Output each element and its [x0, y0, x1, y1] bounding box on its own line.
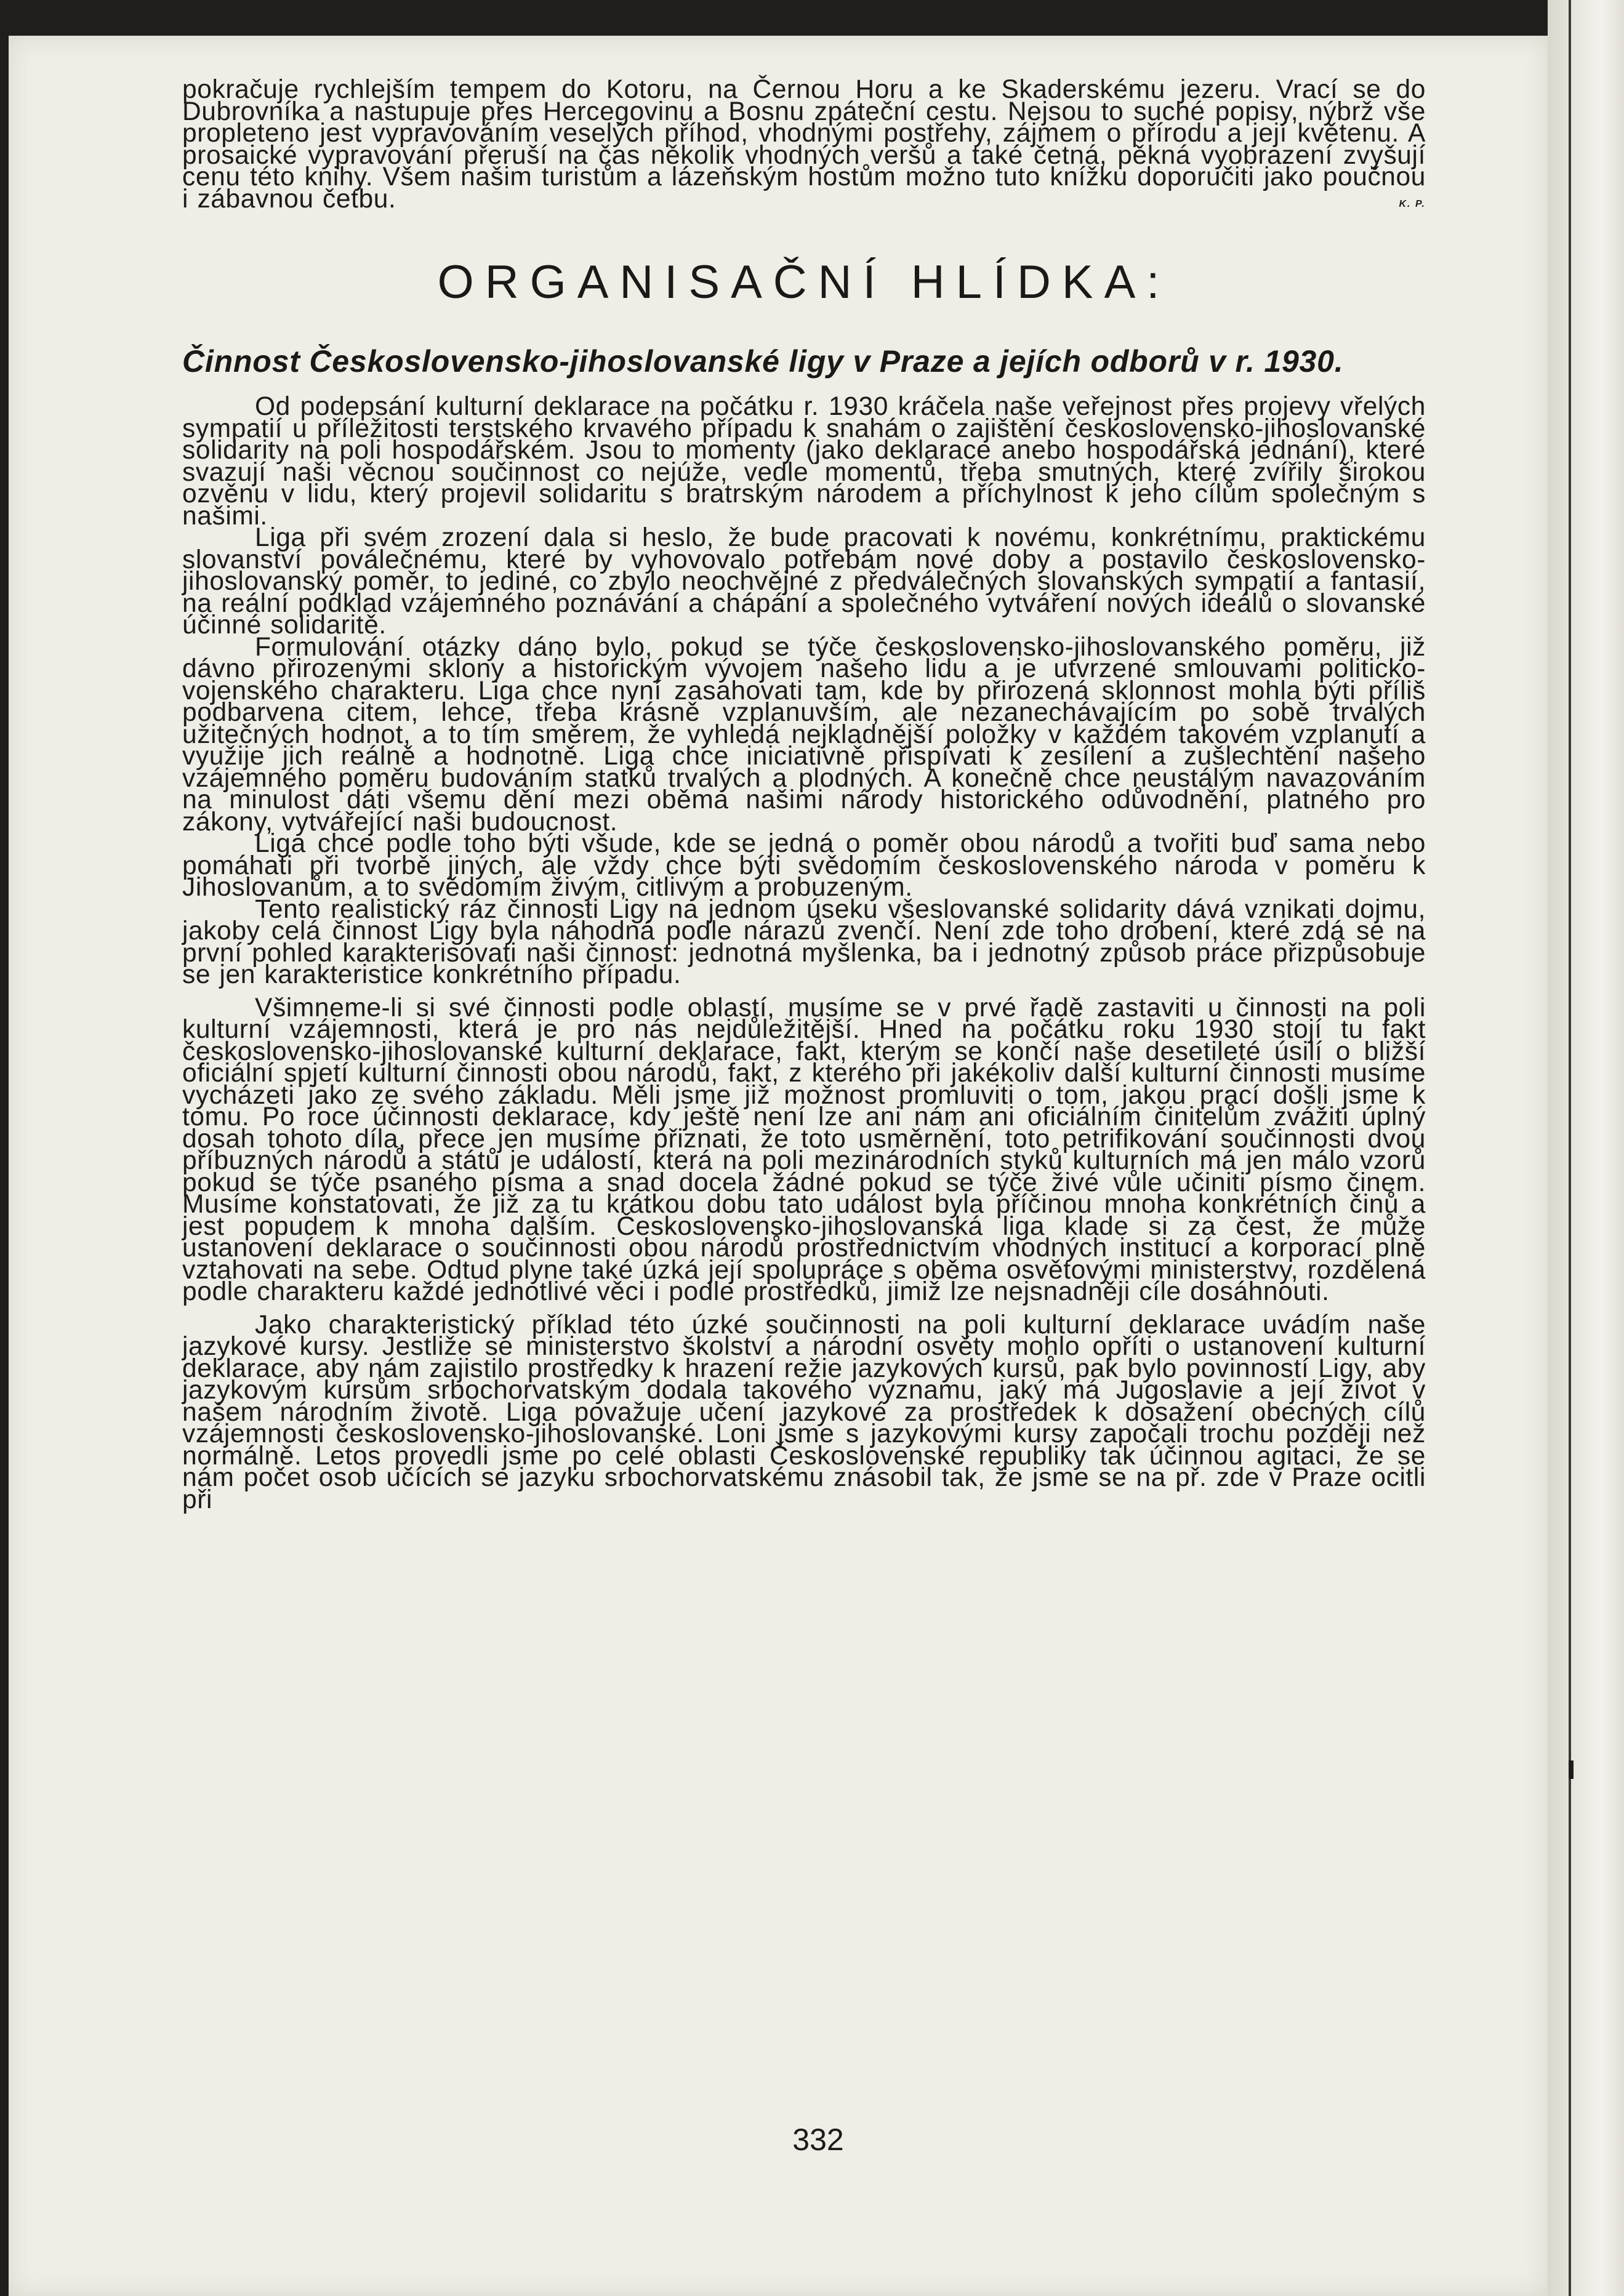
spine-edge-line — [1569, 0, 1571, 2296]
article-paragraph: Od podepsání kulturní deklarace na počátku r. 1930 kráčela naše veřejnost přes projevy vřelých sympatií u příležitosti terstského krvavého případu k snahám o zajištění československo-jihoslovanské solidarity na poli hospodářském. Jsou to momenty (jako deklarace anebo hospodářská jednání), které svazují naši věcnou součinnost co nejúže, vedle momentů, třeba smutných, které zvířily širokou ozvěnu v lidu, který projevil solidaritu s bratrským národem a příchylnost k jeho cílům společným s našimi. — [182, 392, 1426, 531]
article-paragraph: Formulování otázky dáno bylo, pokud se týče československo-jihoslovanského poměru, již dávno přirozenými sklony a historickým vývojem našeho lidu a je utvrzené smlouvami politicko-vojenského charakteru. Liga chce nyní zasahovati tam, kde by přirozená sklonnost mohla býti příliš podbarvena citem, lehce, třeba krásně vzplanuvším, ale nezanechávajícím po sobě trvalých užitečných hodnot, a to tím směrem, že vyhledá nejkladnější položky v každém takovém vzplanutí a využije jich reálně a hodnotně. Liga chce iniciativně přispívati k zesílení a zušlechtění našeho vzájemného poměru budováním statků trvalých a plodných. A konečně chce neustálým navazováním na minulost dáti všemu dění mezi oběma našimi národy historického odůvodnění, platného pro zákony, vytvářející naši budoucnost. — [182, 632, 1426, 837]
page-content — [182, 75, 1426, 1514]
review-section — [182, 75, 1426, 214]
article-paragraph: Liga při svém zrození dala si heslo, že bude pracovati k novému, konkrétnímu, praktickému slovanství poválečnému, které by vyhovovalo potřebám nové doby a postavilo československo-jihoslovanský poměr, to jediné, co zbylo neochvějné z předválečných slovanských sympatií a fantasií, na reální podklad vzájemného poznávání a chápání a společného vytváření nových ideálů o slovanské účinné solidaritě. — [182, 523, 1426, 640]
section-heading: ORGANISAČNÍ HLÍDKA: — [437, 256, 1171, 308]
review-signature: K. P. — [1399, 199, 1426, 209]
article-paragraph: Liga chce podle toho býti všude, kde se jedná o poměr obou národů a tvořiti buď sama nebo pomáhati při tvorbě jiných, ale vždy chce býti svědomím československého národa v poměru k Jihoslovanům, a to svědomím živým, citlivým a probuzeným. — [182, 829, 1426, 902]
spine-mark — [1569, 1760, 1574, 1779]
review-paragraph: pokračuje rychlejším tempem do Kotoru, na Černou Horu a ke Skaderskému jezeru. Vrací se do Dubrovníka a nastupuje přes Hercegovinu a Bosnu zpáteční cestu. Nejsou to suché popisy, nýbrž vše propleteno jest vypravováním veselých příhod, vhodnými postřehy, zájmem o přírodu a její květenu. A prosaické vypravování přeruší na čas několik vhodných veršů a také četná, pěkná vyobrazení zvyšují cenu této knihy. Všem našim turistům a lázeňským hostům možno tuto knížku doporučiti jako poučnou i zábavnou četbu. — [182, 75, 1426, 214]
page-number: 332 — [792, 2122, 844, 2157]
article-paragraph: Tento realistický ráz činnosti Ligy na jednom úseku všeslovanské solidarity dává vznikati dojmu, jakoby celá činnost Ligy byla náhodná podle nárazů zvenčí. Není zde toho drobení, které zdá se na první pohled karakterisovati naši činnost: jednotná myšlenka, ba i jednotný způsob práce přizpůsobuje se jen karakteristice konkrétního případu. — [182, 894, 1426, 989]
article-paragraph: Jako charakteristický příklad této úzké součinnosti na poli kulturní deklarace uvádím naše jazykové kursy. Jestliže se ministerstvo školství a národní osvěty mohlo opříti o ustanovení kulturní deklarace, aby nám zajistilo prostředky k hrazení režie jazykových kursů, pak bylo povinností Ligy, aby jazykovým kursům srbochorvatským dodala takového významu, jaký má Jugoslavie a její život v našem národním životě. Liga považuje učení jazykové za prostředek k dosažení obecných cílů vzájemnosti československo-jihoslovanské. Loni jsme s jazykovými kursy započali trochu později než normálně. Letos provedli jsme po celé oblasti Československé republiky tak účinnou agitaci, že se nám počet osob učících se jazyku srbochorvatskému znásobil tak, že jsme se na př. zde v Praze ocitli při — [182, 1310, 1426, 1514]
article-paragraph: Všimneme-li si své činnosti podle oblastí, musíme se v prvé řadě zastaviti u činnosti na poli kulturní vzájemnosti, která je pro nás nejdůležitější. Hned na počátku roku 1930 stojí tu fakt československo-jihoslovanské kulturní deklarace, fakt, kterým se končí naše desetileté úsilí o bližší oficiální spjetí kulturní činnosti obou národů, fakt, z kterého při jakékoliv další kulturní činnosti musíme vycházeti jako ze svého základu. Měli jsme již možnost promluviti o tom, jakou prací došli jsme k tomu. Po roce účinnosti deklarace, kdy ještě není lze ani nám ani oficiálním činitelům zvážiti úplný dosah tohoto díla, přece jen musíme přiznati, že toto usměrnění, toto petrifikování součinnosti dvou příbuzných národů a států je událostí, která na poli mezinárodních styků kulturních má jen málo vzorů pokud se týče psaného písma a snad docela žádné pokud se týče živé vůle učiniti písmo činem. Musíme konstatovati, že již za tu krátkou dobu tato událost byla příčinou mnoha konkrétních činů a jest popudem k mnoha dalším. Československo-jihoslovanská liga klade si za čest, že může ustanovení deklarace o součinnosti obou národů prostřednictvím vhodných institucí a korporací plně vztahovati na sebe. Odtud plyne také úzká její spolupráce s oběma osvětovými ministerstvy, rozdělená podle charakteru každé jednotlivé věci i podle prostředků, jimiž lze nejsnadněji cíle dosáhnouti. — [182, 993, 1426, 1306]
book-spine — [1548, 0, 1624, 2296]
article-title: Činnost Československo-jihoslovanské ligy v Praze a jejích odborů v r. 1930. — [182, 344, 1344, 379]
